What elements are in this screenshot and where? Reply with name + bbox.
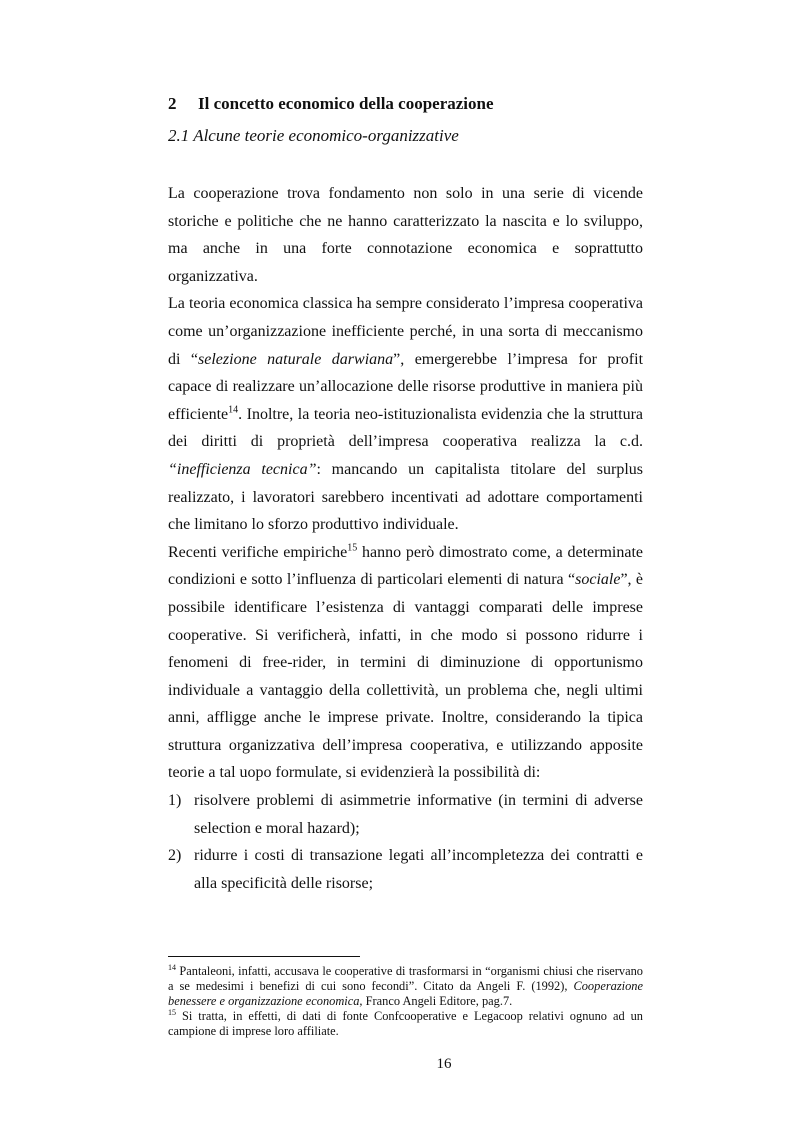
footnote-14 [168, 964, 643, 1009]
document-page [168, 0, 643, 1123]
footnote-number: 15 [168, 1007, 176, 1017]
paragraph-empirical [168, 539, 643, 787]
footnotes [168, 964, 643, 1039]
footnote-15 [168, 1009, 643, 1039]
page-number: 16 [436, 1056, 452, 1072]
list-marker: 1) [168, 792, 182, 810]
list-item [168, 842, 643, 897]
footnote-text: Pantaleoni, infatti, accusava le cooperative di trasformarsi in “organismi chiusi che riservano a se medesimi i benefizi di cui sono fecondi”. Citato da Angeli F. (1992), [168, 964, 643, 993]
paragraph-intro: La cooperazione trova fondamento non solo in una serie di vicende storiche e politiche che ne hanno caratterizzato la nascita e lo sviluppo, ma anche in una forte connotazione economica e soprattutto organizzativa. [168, 185, 643, 285]
chapter-heading [168, 94, 494, 114]
emphasis: sociale [575, 571, 621, 589]
text-run: : mancando un capitalista titolare del surplus realizzato, i lavoratori sarebbero incentivati ad adottare comportamenti che limitano lo sforzo produttivo individuale. [168, 460, 644, 534]
footnote-separator [168, 956, 360, 957]
text-run: ”, emergerebbe l’impresa for profit capace di realizzare un’allocazione delle risorse produttive in maniera più efficiente [168, 350, 644, 423]
footnote-text: Franco Angeli Editore, pag.7. [362, 994, 513, 1008]
footnote-number: 14 [168, 962, 176, 972]
list-item-text: ridurre i costi di transazione legati all’incompletezza dei contratti e alla specificità delle risorse; [194, 847, 643, 892]
numbered-list [168, 787, 643, 897]
list-marker: 2) [168, 847, 182, 865]
paragraph-classical-theory [168, 290, 643, 538]
text-run: ”, è possibile identificare l’esistenza di vantaggi comparati delle imprese cooperative. Si verificherà, infatti, in che modo si possono ridurre i fenomeni di free-rider, in termini di diminuzione di opportunismo individuale a vantaggio della collettività, un problema che, negli ultimi anni, affligge anche le imprese private. Inoltre, considerando la tipica struttura organizzativa dell’impresa cooperativa, e utilizzando apposite teorie a tal uopo formulate, si evidenzierà la possibilità di: [168, 571, 644, 782]
footnote-text: Si tratta, in effetti, di dati di fonte Confcooperative e Legacoop relativi ognuno ad un campione di imprese loro affiliate. [168, 1009, 643, 1038]
chapter-number: 2 [168, 94, 177, 113]
text-run: . Inoltre, la teoria neo-istituzionalista evidenzia che la struttura dei diritti di proprietà dell’impresa cooperativa realizza la c.d. [168, 405, 643, 451]
emphasis: selezione naturale darwiana [198, 350, 394, 368]
section-heading: 2.1 Alcune teorie economico-organizzative [168, 126, 459, 145]
chapter-title: Il concetto economico della cooperazione [198, 94, 494, 113]
footnote-title: Cooperazione benessere e organizzazione economica, [168, 979, 643, 1008]
footnote-ref-15[interactable]: 15 [347, 542, 358, 554]
body-text [168, 180, 643, 897]
text-run: hanno però dimostrato come, a determinate condizioni e sotto l’influenza di particolari elementi di natura “ [168, 543, 644, 589]
text-run: Recenti verifiche empiriche [168, 543, 348, 561]
emphasis: “inefficienza tecnica” [168, 460, 317, 478]
list-item-text: risolvere problemi di asimmetrie informative (in termini di adverse selection e moral hazard); [194, 792, 643, 837]
list-item [168, 787, 643, 842]
text-run: La teoria economica classica ha sempre considerato l’impresa cooperativa come un’organizzazione inefficiente perché, in una sorta di meccanismo di “ [168, 295, 643, 368]
footnote-ref-14[interactable]: 14 [228, 404, 239, 416]
